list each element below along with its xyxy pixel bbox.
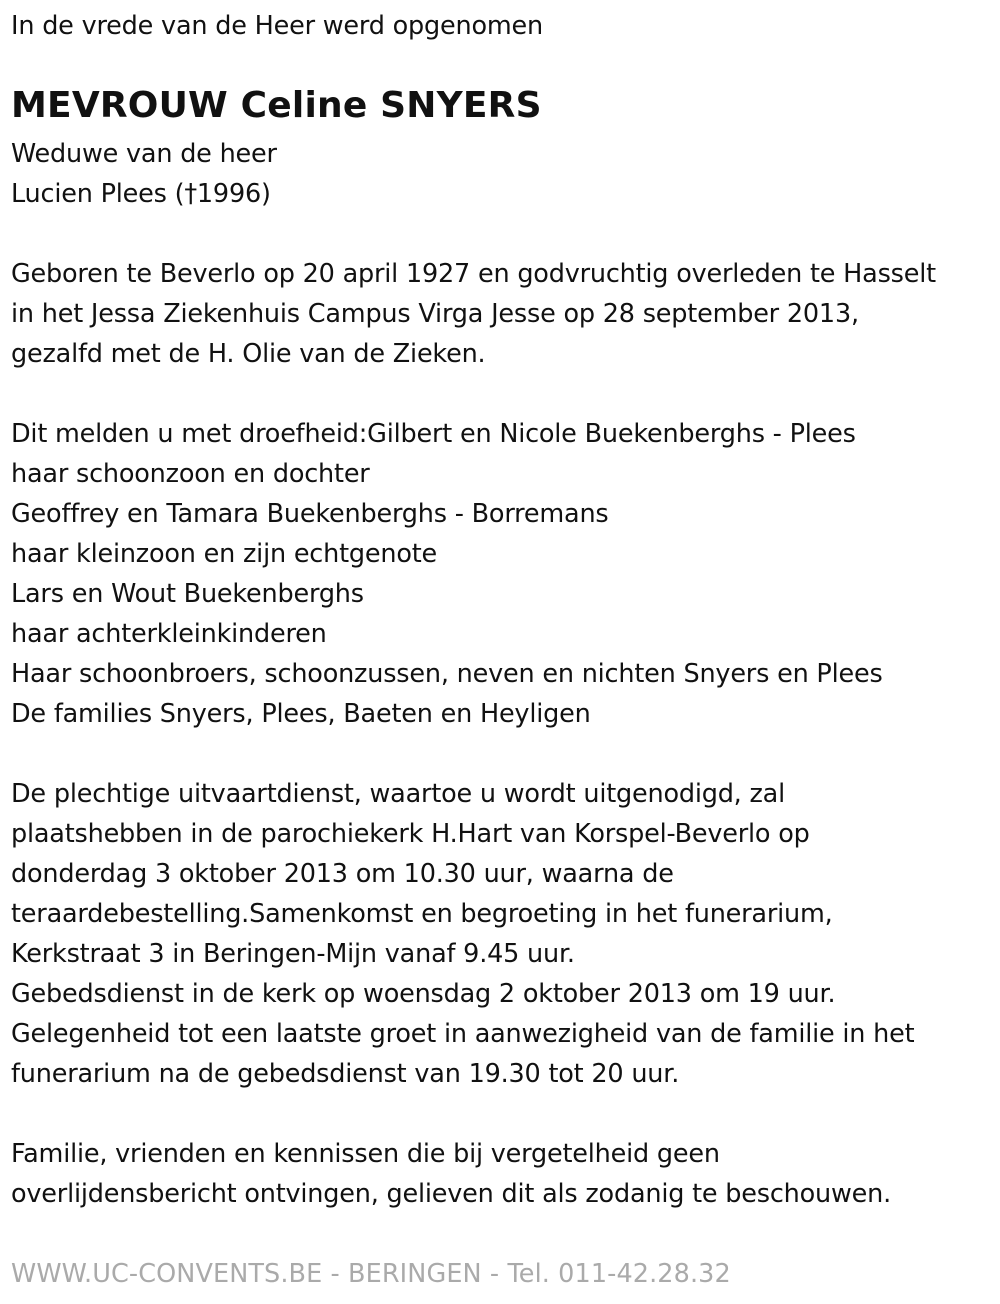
service-line: Gelegenheid tot een laatste groet in aanwezigheid van de familie in het bbox=[11, 1019, 915, 1049]
birth-death-line: Geboren te Beverlo op 20 april 1927 en godvruchtig overleden te Hasselt bbox=[11, 259, 936, 289]
widow-of-block bbox=[11, 134, 277, 214]
service-line: Kerkstraat 3 in Beringen-Mijn vanaf 9.45 uur. bbox=[11, 939, 575, 969]
service-line: plaatshebben in de parochiekerk H.Hart van Korspel-Beverlo op bbox=[11, 819, 810, 849]
birth-death-paragraph bbox=[11, 254, 936, 374]
family-line: De families Snyers, Plees, Baeten en Heyligen bbox=[11, 699, 591, 729]
deceased-name: MEVROUW Celine SNYERS bbox=[11, 85, 542, 126]
widow-line: Lucien Plees (†1996) bbox=[11, 179, 271, 209]
family-line: Dit melden u met droefheid:Gilbert en Nicole Buekenberghs - Plees bbox=[11, 419, 856, 449]
service-line: Gebedsdienst in de kerk op woensdag 2 oktober 2013 om 19 uur. bbox=[11, 979, 836, 1009]
notice-line: Familie, vrienden en kennissen die bij vergetelheid geen bbox=[11, 1139, 720, 1169]
family-line: haar achterkleinkinderen bbox=[11, 619, 327, 649]
notice-paragraph bbox=[11, 1134, 891, 1214]
service-line: funerarium na de gebedsdienst van 19.30 tot 20 uur. bbox=[11, 1059, 680, 1089]
family-line: haar schoonzoon en dochter bbox=[11, 459, 370, 489]
footer-contact: WWW.UC-CONVENTS.BE - BERINGEN - Tel. 011-42.28.32 bbox=[11, 1259, 731, 1289]
service-line: teraardebestelling.Samenkomst en begroeting in het funerarium, bbox=[11, 899, 833, 929]
birth-death-line: gezalfd met de H. Olie van de Zieken. bbox=[11, 339, 486, 369]
family-line: Geoffrey en Tamara Buekenberghs - Borremans bbox=[11, 499, 609, 529]
family-line: Lars en Wout Buekenberghs bbox=[11, 579, 364, 609]
service-line: De plechtige uitvaartdienst, waartoe u wordt uitgenodigd, zal bbox=[11, 779, 785, 809]
birth-death-line: in het Jessa Ziekenhuis Campus Virga Jesse op 28 september 2013, bbox=[11, 299, 859, 329]
family-line: haar kleinzoon en zijn echtgenote bbox=[11, 539, 438, 569]
widow-line: Weduwe van de heer bbox=[11, 139, 277, 169]
funeral-service-paragraph bbox=[11, 774, 914, 1094]
notice-line: overlijdensbericht ontvingen, gelieven dit als zodanig te beschouwen. bbox=[11, 1179, 892, 1209]
service-line: donderdag 3 oktober 2013 om 10.30 uur, waarna de bbox=[11, 859, 674, 889]
family-paragraph bbox=[11, 414, 883, 734]
intro-line: In de vrede van de Heer werd opgenomen bbox=[11, 11, 543, 41]
family-line: Haar schoonbroers, schoonzussen, neven en nichten Snyers en Plees bbox=[11, 659, 883, 689]
